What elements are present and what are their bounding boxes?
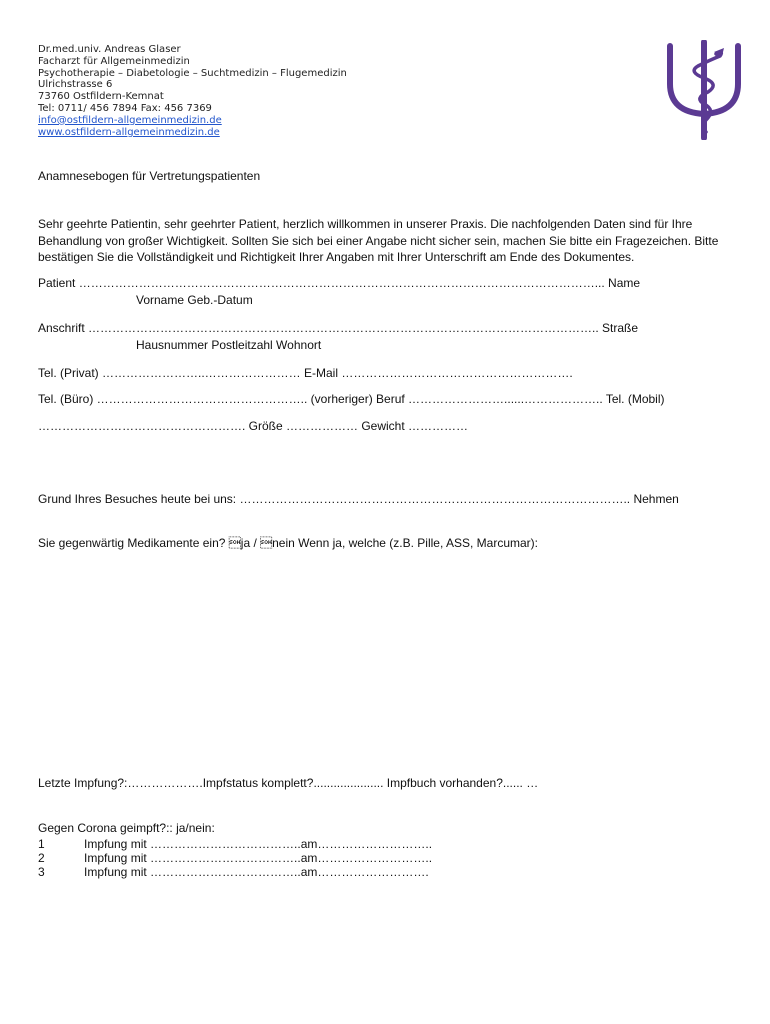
caduceus-serpent-icon bbox=[664, 40, 744, 140]
header-line-fields: Psychotherapie – Diabetologie – Suchtmedizin – Flugemedizin bbox=[38, 67, 347, 79]
vaccination-row[interactable] bbox=[38, 865, 538, 879]
practice-header bbox=[38, 44, 347, 138]
intro-paragraph: Sehr geehrte Patientin, sehr geehrter Patient, herzlich willkommen in unserer Praxis. Die nachfolgenden Daten sind für Ihre Behandlung von großer Wichtigkeit. Sollten Sie sich bei einer Angabe nicht sicher sein, machen Sie bitte ein Fragezeichen. Bitte bestätigen Sie die Vollständigkeit und Richtigkeit Ihrer Angaben mit Ihrer Unterschrift am Ende des Dokumentes. bbox=[38, 217, 719, 264]
office-phone-occupation-field[interactable]: Tel. (Büro) …………………………………………….. (vorheriger) Beruf ……………………......……………….. Tel. (Mobil) bbox=[38, 392, 665, 406]
header-line-specialty: Facharzt für Allgemeinmedizin bbox=[38, 55, 190, 67]
vaccination-row-number: 1 bbox=[38, 837, 45, 851]
header-line-street: Ulrichstrasse 6 bbox=[38, 79, 113, 91]
vaccination-row[interactable] bbox=[38, 837, 538, 851]
corona-question: Gegen Corona geimpft?:: ja/nein: bbox=[38, 821, 215, 835]
vaccination-row-number: 3 bbox=[38, 865, 45, 879]
address-sublabel: Hausnummer Postleitzahl Wohnort bbox=[136, 338, 322, 352]
phone-email-field[interactable]: Tel. (Privat) ……………………..…………………… E-Mail …………………………………………………. bbox=[38, 366, 573, 380]
vaccination-field[interactable]: Letzte Impfung?:……………….Impfstatus komplett?..................... Impfbuch vorhanden?...... … bbox=[38, 776, 539, 790]
vaccination-row-number: 2 bbox=[38, 851, 45, 865]
vaccination-row-text[interactable]: Impfung mit ………………………………..am……………………….. bbox=[84, 851, 433, 865]
website-link[interactable]: www.ostfildern-allgemeinmedizin.de bbox=[38, 126, 220, 138]
header-line-city: 73760 Ostfildern-Kemnat bbox=[38, 91, 164, 103]
header-line-phone: Tel: 0711/ 456 7894 Fax: 456 7369 bbox=[38, 102, 212, 114]
patient-name-sublabel: Vorname Geb.-Datum bbox=[136, 293, 253, 307]
visit-reason-field[interactable]: Grund Ihres Besuches heute bei uns: …………………………………………………………………………………….. Nehmen bbox=[38, 492, 679, 506]
patient-name-field[interactable]: Patient …………………………………………………………………………………………………………………... Name bbox=[38, 276, 641, 290]
vaccination-row-text[interactable]: Impfung mit ………………………………..am………………………. bbox=[84, 865, 429, 879]
medication-question[interactable]: Sie gegenwärtig Medikamente ein? ja / nein Wenn ja, welche (z.B. Pille, ASS, Marcumar): bbox=[38, 536, 539, 550]
email-link[interactable]: info@ostfildern-allgemeinmedizin.de bbox=[38, 114, 222, 126]
header-line-name: Dr.med.univ. Andreas Glaser bbox=[38, 44, 181, 55]
vaccination-row[interactable] bbox=[38, 851, 538, 865]
address-field[interactable]: Anschrift ……………………………………………………………………………………………………………….. Straße bbox=[38, 321, 639, 335]
vaccination-row-text[interactable]: Impfung mit ………………………………..am……………………….. bbox=[84, 837, 433, 851]
size-weight-field[interactable]: ……………………………………………. Größe ……………… Gewicht …………… bbox=[38, 419, 469, 433]
form-title: Anamnesebogen für Vertretungspatienten bbox=[38, 169, 261, 183]
